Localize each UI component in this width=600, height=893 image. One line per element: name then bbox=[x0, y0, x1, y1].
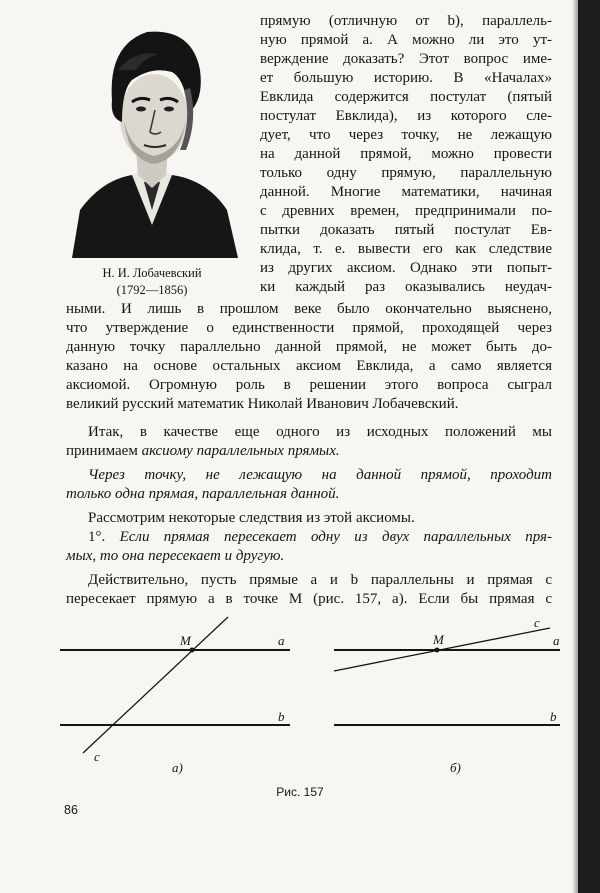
axiom-term: аксиому параллельных прямых. bbox=[141, 443, 340, 459]
text-line: Евклида содержится постулат (пятый bbox=[260, 89, 552, 105]
text-line: великий русский математик Николай Иванович Лобачевский. bbox=[66, 396, 459, 412]
portrait-years: (1792—1856) bbox=[116, 283, 188, 297]
text-line: пересекает прямую a в точке M (рис. 157, a). Если бы прямая c bbox=[66, 591, 552, 607]
text-line: постулат Евклида), из которого сле- bbox=[260, 108, 552, 124]
sublabel-a: а) bbox=[172, 760, 183, 775]
label-a-left: a bbox=[278, 633, 285, 648]
text-line: на данной прямой, можно провести bbox=[260, 146, 552, 162]
axiom-line: Через точку, не лежащую на данной прямой, проходит bbox=[88, 467, 552, 483]
corollary-line bbox=[88, 528, 552, 547]
text-line bbox=[66, 442, 552, 461]
text-line: Рассмотрим некоторые следствия из этой аксиомы. bbox=[88, 510, 415, 526]
corollary-text: Если прямая пересекает одну из двух параллельных пря- bbox=[119, 529, 553, 545]
figure-157 bbox=[50, 615, 570, 785]
label-b-right: b bbox=[550, 709, 557, 724]
text-line: дует, что через точку, не лежащую bbox=[260, 127, 552, 143]
text-line: прямую (отличную от b), параллель- bbox=[260, 13, 552, 29]
text-line: пытки доказать пятый постулат Ев- bbox=[260, 222, 552, 238]
lobachevsky-portrait bbox=[62, 10, 242, 258]
text-line: данную точку параллельно данной прямой, не может быть до- bbox=[66, 339, 552, 355]
text-line: из других аксиом. Однако эти попыт- bbox=[260, 260, 552, 276]
text-line: ет большую историю. В «Началах» bbox=[260, 70, 552, 86]
line-c-left bbox=[83, 617, 228, 753]
page-number: 86 bbox=[64, 803, 78, 817]
figure-caption: Рис. 157 bbox=[276, 785, 324, 799]
label-c-left: c bbox=[94, 749, 100, 764]
label-c-right: c bbox=[534, 615, 540, 630]
axiom-line: только одна прямая, параллельная данной. bbox=[66, 486, 340, 502]
label-m-right: M bbox=[433, 632, 444, 647]
text-line: верждение доказать? Этот вопрос име- bbox=[260, 51, 552, 67]
text-line: аксиомой. Огромную роль в решении этого вопроса сыграл bbox=[66, 377, 552, 393]
label-b-left: b bbox=[278, 709, 285, 724]
label-m-left: M bbox=[180, 633, 191, 648]
text-span: принимаем bbox=[66, 443, 142, 459]
text-line: ную прямой a. А можно ли это ут- bbox=[260, 32, 552, 48]
point-m-left bbox=[190, 648, 195, 653]
text-line: Итак, в качестве еще одного из исходных положений мы bbox=[88, 424, 552, 440]
text-line: только одну прямую, параллельную bbox=[260, 165, 552, 181]
text-line: ными. И лишь в прошлом веке было окончательно выяснено, bbox=[66, 301, 552, 317]
text-line: клида, т. е. вывести его как следствие bbox=[260, 241, 552, 257]
point-m-right bbox=[435, 648, 440, 653]
corollary-number: 1°. bbox=[88, 529, 106, 545]
text-line: с древних времен, предпринимали по- bbox=[260, 203, 552, 219]
book-spine-shadow bbox=[578, 0, 600, 893]
text-line: ки каждый раз оказывались неудач- bbox=[260, 279, 552, 295]
text-line: данной. Многие математики, начиная bbox=[260, 184, 552, 200]
label-a-right: a bbox=[553, 633, 560, 648]
portrait-name: Н. И. Лобачевский bbox=[102, 266, 202, 280]
text-line: Действительно, пусть прямые a и b параллельны и прямая c bbox=[88, 572, 552, 588]
sublabel-b: б) bbox=[450, 760, 461, 775]
text-line: казано на основе остальных аксиом Евклида, а само является bbox=[66, 358, 552, 374]
portrait-caption bbox=[62, 265, 242, 299]
corollary-line: мых, то она пересекает и другую. bbox=[66, 548, 285, 564]
text-line: что утверждение о единственности прямой, проходящей через bbox=[66, 320, 552, 336]
